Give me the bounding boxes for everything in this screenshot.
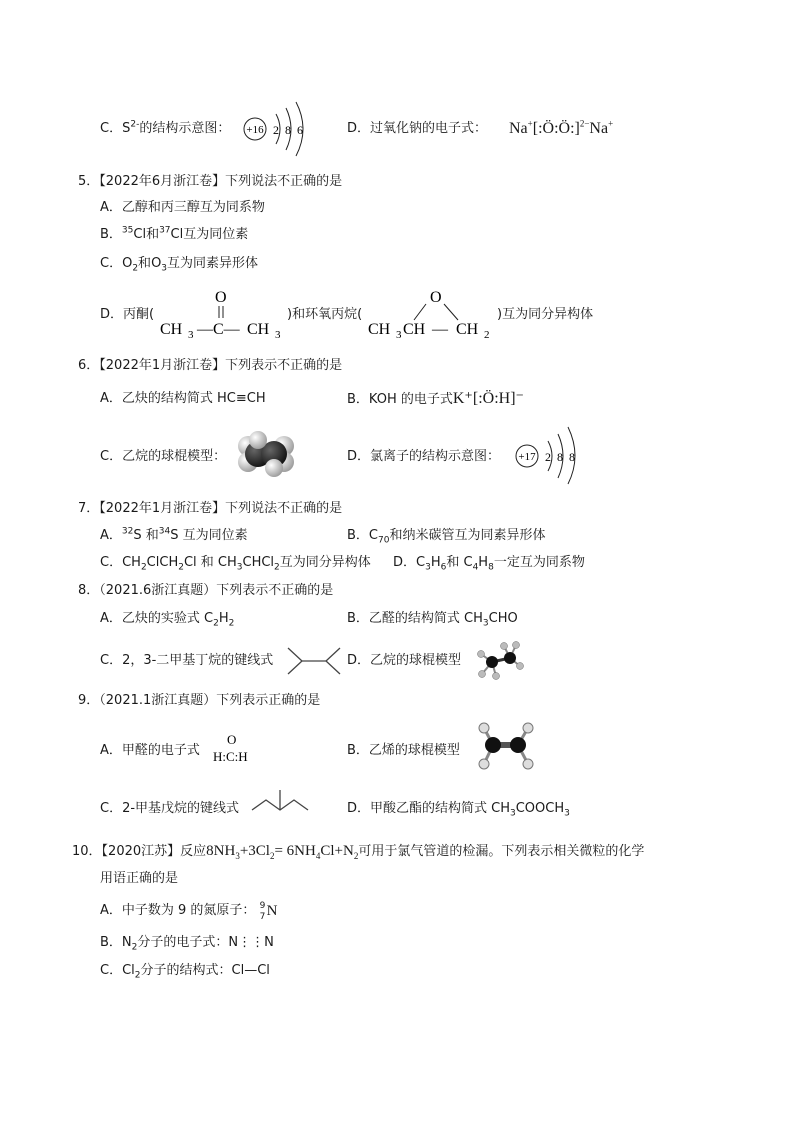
methyl-left: CH bbox=[160, 321, 183, 338]
nucleus-charge: +16 bbox=[246, 124, 264, 136]
mass-number: 34 bbox=[158, 526, 171, 537]
text: S 互为同位素 bbox=[170, 528, 248, 543]
q6-option-b bbox=[347, 390, 524, 409]
q6-stem bbox=[78, 357, 342, 375]
question-number: 5． bbox=[78, 174, 100, 189]
oxygen-atom: O bbox=[430, 289, 442, 306]
q9-option-a: A．甲醛的电子式 bbox=[100, 743, 200, 758]
subscript: 3 bbox=[275, 329, 281, 341]
q7-option-b bbox=[347, 527, 545, 545]
option-text: B．KOH 的电子式 bbox=[347, 392, 453, 407]
q10-stem-line2: 用语正确的是 bbox=[100, 871, 179, 886]
subscript: 2 bbox=[274, 562, 280, 573]
source-tag: 【2022年1月浙江卷】 bbox=[99, 501, 226, 516]
methylene: CH bbox=[456, 321, 479, 338]
shell-2: 8 bbox=[285, 123, 291, 137]
subscript: 2 bbox=[134, 970, 141, 981]
text: 可用于氯气管道的检漏。下列表示相关微粒的化学 bbox=[358, 844, 645, 859]
f: C bbox=[416, 555, 426, 570]
mass-number: 9 bbox=[259, 901, 266, 911]
subscript: 2 bbox=[484, 329, 490, 341]
subscript: 6 bbox=[440, 562, 447, 573]
shell-2: 8 bbox=[557, 450, 563, 464]
ethane-ball-and-stick-model bbox=[476, 640, 526, 682]
shell-3: 6 bbox=[297, 123, 303, 137]
q5-stem bbox=[78, 173, 342, 191]
question-stem: 下列表示正确的是 bbox=[216, 693, 321, 708]
option-text: 过氧化钠的电子式： bbox=[370, 121, 488, 136]
element-symbol: N bbox=[266, 903, 278, 919]
sulfur-symbol: S bbox=[122, 121, 131, 136]
f: H bbox=[478, 555, 489, 570]
q9-option-c: C．2-甲基戊烷的键线式 bbox=[100, 801, 240, 816]
nitrogen-nuclide bbox=[260, 902, 282, 920]
carbon: C bbox=[368, 528, 378, 543]
oxygen-atom: O bbox=[215, 289, 227, 306]
option-text: B．乙醛的结构简式 CH bbox=[347, 611, 483, 626]
mass-number: 32 bbox=[121, 526, 134, 537]
shell-3: 8 bbox=[569, 450, 575, 464]
carbonyl-carbon: —C— bbox=[197, 321, 240, 338]
q8-stem bbox=[78, 582, 333, 600]
subscript: 2 bbox=[140, 562, 147, 573]
option-letter: A． bbox=[100, 528, 122, 543]
text: 和纳米碳管互为同素异形体 bbox=[389, 528, 546, 543]
subscript: 2 bbox=[132, 263, 139, 274]
reaction-equation bbox=[206, 843, 358, 859]
f: CH bbox=[122, 555, 141, 570]
q10-option-b bbox=[100, 934, 274, 952]
q10-option-c bbox=[100, 962, 270, 980]
ethane-space-filling-model bbox=[236, 428, 296, 478]
text: 分子的电子式：N⋮⋮N bbox=[137, 935, 274, 950]
subscript: 8 bbox=[488, 562, 494, 573]
q5-option-c bbox=[100, 255, 258, 273]
chloride-structure-diagram bbox=[510, 424, 590, 486]
acetone-structure bbox=[154, 286, 286, 342]
option-text: A．乙炔的实验式 C bbox=[100, 611, 214, 626]
q4-option-d bbox=[347, 120, 487, 138]
hcH-line: H:C:H bbox=[213, 749, 248, 764]
source-tag: 【2022年6月浙江卷】 bbox=[99, 174, 226, 189]
q5-option-d bbox=[100, 306, 154, 324]
nucleus-charge: +17 bbox=[518, 451, 536, 463]
source-tag: 【2020江苏】 bbox=[101, 844, 181, 859]
na-charge-1: + bbox=[527, 118, 533, 129]
q7-option-d bbox=[393, 554, 585, 572]
subscript: 70 bbox=[378, 535, 390, 546]
na-2: Na bbox=[589, 120, 609, 137]
question-number: 9． bbox=[78, 693, 100, 708]
charge: 2- bbox=[130, 119, 140, 130]
question-stem: 下列说法不正确的是 bbox=[225, 501, 343, 516]
formaldehyde-electron-formula bbox=[210, 730, 260, 766]
eq-part: Cl+N bbox=[320, 843, 354, 859]
option-letter: B． bbox=[347, 528, 369, 543]
eq-part: 8NH bbox=[206, 843, 236, 859]
mass-number: 37 bbox=[159, 225, 171, 236]
dimethylbutane-skeletal-formula bbox=[286, 644, 344, 678]
subscript: 2 bbox=[228, 618, 235, 629]
oxygen-atom: O bbox=[227, 732, 237, 747]
oxygen: O bbox=[122, 256, 133, 271]
q9-stem bbox=[78, 692, 320, 710]
q9-option-b: B．乙烯的球棍模型 bbox=[347, 743, 460, 758]
subscript: 3 bbox=[161, 263, 168, 274]
subscript: 3 bbox=[564, 808, 570, 819]
option-text: D．甲酸乙酯的结构简式 CH bbox=[347, 801, 510, 816]
q6-option-d: D．氯离子的结构示意图： bbox=[347, 449, 501, 464]
q9-option-d bbox=[347, 800, 570, 818]
peroxide-charge: 2− bbox=[579, 118, 590, 129]
q7-option-a bbox=[100, 527, 248, 545]
eq-part: = 6NH bbox=[274, 843, 316, 859]
option-text: B．N bbox=[100, 935, 132, 950]
f: ClCH bbox=[146, 555, 179, 570]
option-letter: D． bbox=[100, 307, 124, 322]
text: 互为同素异形体 bbox=[167, 256, 259, 271]
subscript: 3 bbox=[425, 562, 431, 573]
oxygen: O bbox=[151, 256, 162, 271]
subscript: 3 bbox=[396, 329, 402, 341]
methyl-right: CH bbox=[247, 321, 270, 338]
q7-stem bbox=[78, 500, 342, 518]
peroxide-ion: [:Ö:Ö:] bbox=[532, 120, 580, 137]
option-letter: C． bbox=[100, 256, 123, 271]
q6-option-c: C．乙烷的球棍模型： bbox=[100, 449, 227, 464]
text: 一定互为同系物 bbox=[493, 555, 585, 570]
subscript: 3 bbox=[482, 618, 489, 629]
subscript: 4 bbox=[315, 851, 321, 861]
q6-option-a: A．乙炔的结构简式 HC≡CH bbox=[100, 391, 266, 406]
text: H bbox=[218, 611, 229, 626]
subscript: 2 bbox=[131, 942, 138, 953]
question-number: 6． bbox=[78, 358, 100, 373]
subscript: 3 bbox=[235, 851, 240, 861]
mass-number: 35 bbox=[121, 225, 134, 236]
q7-option-c bbox=[100, 554, 371, 572]
text: 和 bbox=[138, 256, 152, 271]
option-letter: D． bbox=[393, 555, 417, 570]
subscript: 2 bbox=[213, 618, 219, 629]
question-number: 7． bbox=[78, 501, 100, 516]
q8-option-d: D．乙烷的球棍模型 bbox=[347, 653, 462, 668]
sulfide-structure-diagram bbox=[238, 100, 318, 160]
q5-option-b bbox=[100, 226, 248, 244]
na-1: Na bbox=[509, 120, 528, 137]
q10-stem bbox=[72, 842, 644, 861]
eq-part: +3Cl bbox=[239, 843, 270, 859]
text: 反应 bbox=[180, 844, 207, 859]
na-charge-2: + bbox=[608, 118, 614, 129]
subscript: 3 bbox=[510, 808, 516, 819]
q8-option-a bbox=[100, 610, 234, 628]
text: 分子的结构式：Cl—Cl bbox=[140, 963, 270, 978]
f: 和 C bbox=[446, 555, 473, 570]
source-tag: 【2022年1月浙江卷】 bbox=[99, 358, 226, 373]
ethylene-ball-and-stick-model bbox=[476, 720, 536, 774]
text: COOCH bbox=[515, 801, 565, 816]
subscript: 2 bbox=[353, 851, 359, 861]
koh-electron-formula: K⁺[:Ö:H]⁻ bbox=[452, 390, 524, 407]
methylpentane-skeletal-formula bbox=[250, 786, 312, 816]
methine: CH bbox=[403, 321, 426, 338]
bond: — bbox=[432, 321, 448, 338]
option-text: 的结构示意图： bbox=[139, 121, 231, 136]
option-letter: B． bbox=[100, 227, 122, 242]
q5-option-d-end: )互为同分异构体 bbox=[497, 307, 594, 322]
subscript: 4 bbox=[472, 562, 479, 573]
shell-1: 2 bbox=[273, 123, 279, 137]
text: 丙酮( bbox=[123, 307, 155, 322]
subscript: 2 bbox=[178, 562, 184, 573]
f: H bbox=[430, 555, 441, 570]
option-letter: C． bbox=[100, 121, 123, 136]
shell-1: 2 bbox=[545, 450, 551, 464]
option-text: A．中子数为 9 的氮原子： bbox=[100, 903, 256, 918]
atomic-number: 7 bbox=[259, 912, 266, 922]
option-letter: C． bbox=[100, 555, 123, 570]
q8-option-c: C．2，3-二甲基丁烷的键线式 bbox=[100, 653, 274, 668]
question-stem: 下列表示不正确的是 bbox=[216, 583, 334, 598]
f: Cl 和 CH bbox=[183, 555, 237, 570]
text: Cl和 bbox=[133, 227, 160, 242]
sodium-peroxide-formula bbox=[509, 120, 613, 138]
question-stem: 下列说法不正确的是 bbox=[225, 174, 343, 189]
q8-option-b bbox=[347, 610, 518, 628]
q4-option-c bbox=[100, 120, 230, 138]
question-number: 10． bbox=[72, 844, 102, 859]
source-tag: （2021.6浙江真题） bbox=[99, 583, 217, 598]
source-tag: （2021.1浙江真题） bbox=[99, 693, 217, 708]
methyl: CH bbox=[368, 321, 391, 338]
epoxypropane-structure bbox=[366, 286, 496, 344]
text: Cl互为同位素 bbox=[170, 227, 249, 242]
text: 互为同分异构体 bbox=[279, 555, 371, 570]
subscript: 3 bbox=[236, 562, 243, 573]
question-stem: 下列表示不正确的是 bbox=[225, 358, 343, 373]
question-number: 8． bbox=[78, 583, 100, 598]
q5-option-d-mid: )和环氧丙烷( bbox=[287, 307, 363, 322]
subscript: 2 bbox=[269, 851, 275, 861]
subscript: 3 bbox=[188, 329, 194, 341]
q5-option-a: A．乙醇和丙三醇互为同系物 bbox=[100, 200, 265, 215]
text: S 和 bbox=[133, 528, 159, 543]
q10-option-a bbox=[100, 902, 282, 920]
text: CHO bbox=[488, 611, 518, 626]
option-text: C．Cl bbox=[100, 963, 135, 978]
option-letter: D． bbox=[347, 121, 371, 136]
f: CHCl bbox=[242, 555, 275, 570]
